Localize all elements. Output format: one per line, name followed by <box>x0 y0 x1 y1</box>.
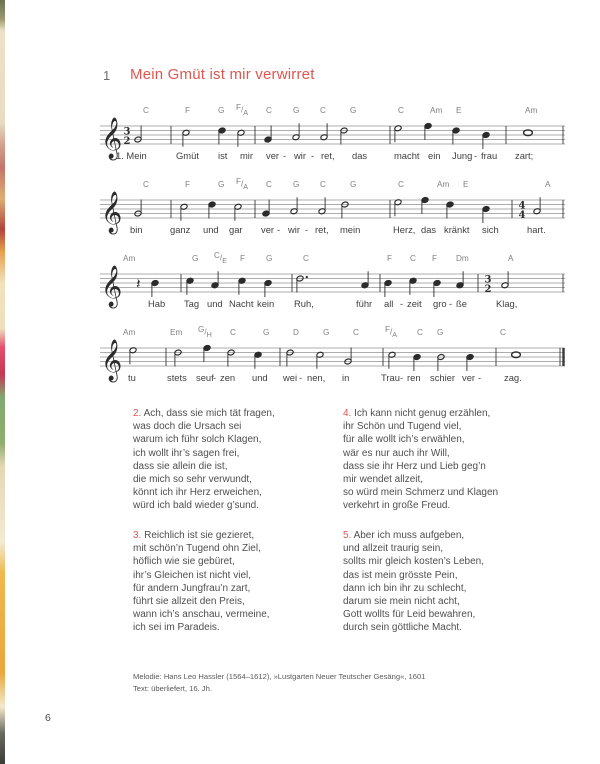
lyric-syllable: ganz <box>170 224 191 235</box>
staff-lines <box>100 200 565 218</box>
note <box>437 354 445 371</box>
lyric-syllable: und <box>252 372 268 383</box>
verse-line: dann ich bin ihr zu schlecht, <box>343 582 467 594</box>
lyric-syllable: ret, <box>315 224 329 235</box>
lyric-syllable: gar <box>229 224 243 235</box>
svg-text:3: 3 <box>123 126 131 138</box>
verse-line: darum sie mein nicht acht, <box>343 596 460 608</box>
lyric-syllable: ret, <box>321 150 335 161</box>
verse-line: mir wendet allzeit, <box>343 474 424 486</box>
lyric-syllable: und <box>207 298 223 309</box>
song-number: 1 <box>103 68 111 83</box>
chord-label: Em <box>170 328 183 337</box>
verse-number: 2. <box>133 408 144 419</box>
verse-line: die mich so sehr verwundt, <box>133 474 252 486</box>
treble-clef-icon: 𝄞 <box>101 118 123 159</box>
lyric-syllable: führ <box>356 298 373 309</box>
note <box>446 201 454 218</box>
lyric-syllable: das <box>352 150 368 161</box>
lyric-syllable: - <box>283 150 287 161</box>
chord-label: F <box>185 180 191 189</box>
chord-label: F <box>432 254 438 263</box>
note <box>466 354 474 371</box>
lyric-syllable: kränkt <box>444 224 470 235</box>
chord-label: Am <box>430 106 443 115</box>
text-credit: Text: überliefert, 16. Jh. <box>133 683 212 693</box>
treble-clef-icon: 𝄞 <box>101 340 123 381</box>
chord-label: Am <box>123 328 136 337</box>
note <box>452 127 460 144</box>
chord-label: G/H <box>198 325 212 339</box>
chord-label: C <box>143 180 149 189</box>
verse-line: ihr’s Gleichen ist nicht viel, <box>133 569 252 581</box>
chord-label: C <box>398 180 404 189</box>
note <box>208 201 216 218</box>
note <box>203 345 211 362</box>
song-title: Mein Gmüt ist mir verwirret <box>130 66 315 83</box>
chord-label: G <box>437 328 444 337</box>
lyric-syllable: ße <box>456 298 467 309</box>
lyric-syllable: ver <box>462 372 476 383</box>
lyric-syllable: ist <box>218 150 228 161</box>
staff-lines <box>100 126 565 144</box>
lyric-syllable: all <box>384 298 394 309</box>
melody-notes <box>134 197 541 223</box>
lyric-syllable: - <box>277 224 281 235</box>
chord-label: G <box>218 106 225 115</box>
lyric-syllable: - <box>478 372 482 383</box>
verse-line: was doch die Ursach sei <box>133 421 242 433</box>
page-number: 6 <box>45 712 51 724</box>
note <box>134 126 142 143</box>
lyric-syllable: Hab <box>148 298 166 309</box>
note <box>413 354 421 371</box>
verse-line: das ist mein grösste Pein, <box>343 569 458 581</box>
verse-line: dass sie ihr Herz und Lieb geg’n <box>343 460 486 472</box>
time-signature <box>519 201 526 221</box>
lyric-syllable: Ruh, <box>294 298 314 309</box>
verse-number: 3. <box>133 530 145 541</box>
lyric-syllable: - <box>449 298 453 309</box>
verse-line: für andern Jungfrau’n zart, <box>133 582 251 594</box>
note <box>174 349 182 366</box>
verse-line: verkehrt in große Freud. <box>343 500 451 512</box>
chord-label: C <box>353 328 359 337</box>
chord-label: F <box>240 254 246 263</box>
chord-row <box>143 103 537 117</box>
quarter-rest: 𝄽 <box>136 275 141 293</box>
verse-line: wär es nur auch ihr Will, <box>343 447 450 459</box>
verse-5 <box>343 529 543 635</box>
melody-notes <box>134 123 532 149</box>
chord-label: G <box>293 180 300 189</box>
chord-label: C <box>143 106 149 115</box>
svg-text:4: 4 <box>518 200 526 212</box>
stave-3 <box>0 248 600 318</box>
chord-label: G <box>293 106 300 115</box>
chord-label: Am <box>123 254 136 263</box>
chord-label: F/A <box>236 103 249 117</box>
time-signature <box>124 127 131 147</box>
chord-label: G <box>263 328 270 337</box>
note <box>264 126 272 143</box>
verse-line: 4. Ich kann nicht genug erzählen, <box>343 408 491 419</box>
lyric-syllable: seuf <box>196 372 214 383</box>
svg-text:4: 4 <box>518 209 526 221</box>
lyric-syllable: gro <box>433 298 447 309</box>
lyric-syllable: nen, <box>307 372 326 383</box>
chord-label: C <box>266 180 272 189</box>
lyric-syllable: Nacht <box>229 298 254 309</box>
lyric-syllable: - <box>474 150 478 161</box>
chord-label: C <box>320 106 326 115</box>
lyric-syllable: mein <box>340 224 361 235</box>
verse-line: 3. Reichlich ist sie gezieret, <box>133 530 255 541</box>
chord-label: A <box>545 180 551 189</box>
chord-label: C/E <box>214 251 227 265</box>
note <box>151 280 159 297</box>
verse-line: würd ich bald wieder g’sund. <box>133 500 260 512</box>
chord-label: C <box>266 106 272 115</box>
time-signature <box>485 275 492 295</box>
verse-line: mit schön’n Tugend ohn Ziel, <box>133 543 261 555</box>
lyric-syllable: Gmüt <box>176 150 199 161</box>
verse-line: sollts mir gleich kosten’s Leben, <box>343 556 484 568</box>
chord-row <box>123 325 506 339</box>
chord-label: Am <box>437 180 450 189</box>
verse-line: Gott wollts für Leid bewahren, <box>343 609 476 621</box>
chord-label: G <box>192 254 199 263</box>
lyric-syllable: schier <box>430 372 456 383</box>
verse-4 <box>343 407 543 513</box>
lyrics-row <box>128 372 522 383</box>
note <box>482 206 490 223</box>
stave-1 <box>0 100 600 170</box>
chord-label: F <box>387 254 393 263</box>
chord-label: C <box>410 254 416 263</box>
chord-label: G <box>218 180 225 189</box>
verse-line: ihr Schön und Tugend viel, <box>343 421 462 433</box>
chord-label: G <box>350 106 357 115</box>
treble-clef-icon: 𝄞 <box>101 192 123 233</box>
svg-text:3: 3 <box>484 274 492 286</box>
verse-line: wann ich’s anschau, vermeine, <box>133 609 270 621</box>
chord-label: F/A <box>385 325 398 339</box>
chord-label: F/A <box>236 177 249 191</box>
chord-label: G <box>266 254 273 263</box>
lyric-syllable: und <box>203 224 219 235</box>
lyric-syllable: Jung <box>452 150 473 161</box>
note <box>296 275 308 292</box>
note <box>340 127 348 144</box>
attribution-footer <box>133 671 425 694</box>
verse-number: 5. <box>343 530 354 541</box>
verse-3 <box>133 529 333 635</box>
note <box>134 200 142 217</box>
lyric-syllable: 1. Mein <box>116 150 147 161</box>
note <box>424 123 432 140</box>
chord-label: C <box>500 328 506 337</box>
chord-row <box>123 251 514 265</box>
lyric-syllable: stets <box>167 372 187 383</box>
lyric-syllable: wir <box>294 150 306 161</box>
verse-line: warum ich führ solch Klagen, <box>133 434 262 446</box>
verse-number: 4. <box>343 408 355 419</box>
note <box>286 349 294 366</box>
chord-label: C <box>303 254 309 263</box>
lyric-syllable: Trau <box>381 372 400 383</box>
verse-line: so würd mein Schmerz und Klagen <box>343 487 499 499</box>
chord-label: F <box>185 106 191 115</box>
lyric-syllable: zart; <box>515 150 534 161</box>
note <box>262 200 270 217</box>
note <box>482 132 490 149</box>
lyric-syllable: Klag, <box>496 298 518 309</box>
lyric-syllable: ver <box>261 224 275 235</box>
verse-line: höflich wie sie gebüret, <box>133 556 235 568</box>
note <box>341 201 349 218</box>
note <box>264 280 272 297</box>
note <box>344 348 352 365</box>
chord-label: A <box>508 254 514 263</box>
lyric-syllable: kein <box>257 298 275 309</box>
chord-row <box>143 177 551 191</box>
verse-line: für alle wollt ich’s erwählen, <box>343 434 465 446</box>
lyric-syllable: ver <box>266 150 280 161</box>
staff-lines <box>100 274 565 292</box>
verse-2 <box>133 407 333 513</box>
chord-label: E <box>463 180 469 189</box>
lyrics-row <box>148 298 517 309</box>
note <box>433 280 441 297</box>
verse-line: und allzeit traurig sein, <box>343 543 444 555</box>
chord-label: G <box>350 180 357 189</box>
lyric-syllable: tu <box>128 372 136 383</box>
chord-label: C <box>417 328 423 337</box>
verse-line: ich wollt ihr’s sagen frei, <box>133 447 240 459</box>
verse-line: durch sein göttliche Macht. <box>343 622 462 634</box>
note <box>227 349 235 366</box>
lyric-syllable: zag. <box>504 372 522 383</box>
lyric-syllable: sich <box>482 224 499 235</box>
lyric-syllable: mir <box>240 150 254 161</box>
stave-2 <box>0 174 600 244</box>
lyric-syllable: das <box>421 224 437 235</box>
stave-4 <box>0 322 600 392</box>
lyric-syllable: - <box>299 372 303 383</box>
staff-lines <box>100 348 565 366</box>
melody-credit: Melodie: Hans Leo Hassler (1564–1612), »Lustgarten Neuer Teutscher Gesäng«, 1601 <box>133 672 426 681</box>
lyric-syllable: ein <box>428 150 441 161</box>
chord-label: C <box>320 180 326 189</box>
chord-label: C <box>398 106 404 115</box>
verse-line: dass sie allein die ist, <box>133 460 228 472</box>
lyric-syllable: Herz, <box>393 224 416 235</box>
lyric-syllable: wir <box>288 224 300 235</box>
melody-notes <box>151 271 509 297</box>
verse-line: führt sie allzeit den Preis, <box>133 596 245 608</box>
svg-text:2: 2 <box>484 283 492 295</box>
chord-label: G <box>323 328 330 337</box>
lyric-syllable: - <box>400 372 404 383</box>
note <box>218 127 226 144</box>
lyric-syllable: zeit <box>407 298 422 309</box>
lyric-syllable: - <box>213 372 217 383</box>
treble-clef-icon: 𝄞 <box>101 266 123 307</box>
lyric-syllable: zen <box>220 372 236 383</box>
lyric-syllable: - <box>400 298 404 309</box>
lyrics-row <box>116 150 533 161</box>
lyric-syllable: bin <box>130 224 143 235</box>
chord-label: D <box>293 328 299 337</box>
svg-text:2: 2 <box>123 135 131 147</box>
verse-line: ich sei im Paradeis. <box>133 622 220 634</box>
lyric-syllable: frau <box>481 150 498 161</box>
note <box>421 197 429 214</box>
lyric-syllable: macht <box>394 150 420 161</box>
note <box>384 280 392 297</box>
chord-label: Dm <box>456 254 469 263</box>
lyric-syllable: hart. <box>527 224 546 235</box>
chord-label: E <box>456 106 462 115</box>
lyric-syllable: in <box>342 372 350 383</box>
lyric-syllable: Tag <box>184 298 200 309</box>
verse-line: könnt ich ihr Herz erweichen, <box>133 487 262 499</box>
lyric-syllable: - <box>305 224 309 235</box>
lyric-syllable: - <box>311 150 315 161</box>
verse-line: 5. Aber ich muss aufgeben, <box>343 530 465 541</box>
melody-notes <box>129 345 520 371</box>
lyric-syllable: ren <box>407 372 421 383</box>
lyrics-row <box>130 224 546 235</box>
verse-line: 2. Ach, dass sie mich tät fragen, <box>133 408 275 419</box>
chord-label: Am <box>525 106 538 115</box>
lyric-syllable: wei <box>283 372 298 383</box>
chord-label: C <box>230 328 236 337</box>
